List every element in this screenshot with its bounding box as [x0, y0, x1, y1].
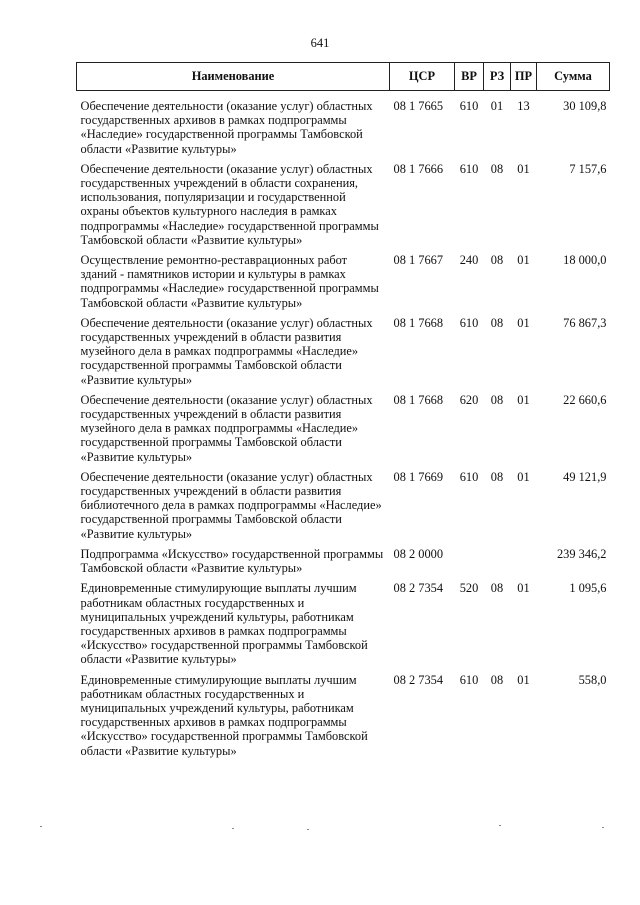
row-csr: 08 1 7665: [393, 99, 444, 113]
row-csr: 08 1 7668: [393, 315, 444, 330]
row-vr: [455, 547, 484, 581]
row-name: Обеспечение деятельности (оказание услуг) областных государственных учреждений в области развития библиотечного дела в рамках подпрограммы «Наследие» государственной программы Тамбовской области «Развитие культуры»: [80, 469, 382, 541]
row-pr: 01: [517, 161, 530, 176]
row-vr: 240: [459, 253, 479, 268]
scan-artifact: [499, 825, 501, 826]
row-name: Единовременные стимулирующие выплаты лучшим работникам областных государственных и муниципальных учреждений культуры, работникам государственных архивов в рамках подпрограммы «Искусство» государственной программы Тамбовской области «Развитие культуры»: [80, 581, 368, 667]
row-rz: 08: [490, 392, 504, 407]
scan-artifact: [602, 827, 604, 828]
row-csr: 08 2 0000: [393, 546, 444, 561]
row-pr: 01: [517, 392, 530, 407]
row-pr: 13: [517, 99, 530, 113]
row-amount: 558,0: [578, 672, 607, 687]
row-name: Обеспечение деятельности (оказание услуг) областных государственных архивов в рамках подпрограммы «Наследие» государственной программы Тамбовской области «Развитие культуры»: [80, 99, 373, 156]
table-row: [77, 162, 610, 253]
row-rz: 08: [490, 315, 504, 330]
row-pr: 01: [517, 315, 530, 330]
table-row: [77, 470, 610, 547]
table-header: [77, 63, 610, 91]
table-row: [77, 253, 610, 316]
table-body: [77, 91, 610, 764]
row-pr: 01: [517, 469, 530, 484]
row-amount: 22 660,6: [563, 392, 607, 407]
row-name: Осуществление ремонтно-реставрационных работ зданий - памятников истории и культуры в рамках подпрограммы «Наследие» государственной программы Тамбовской области «Развитие культуры»: [80, 253, 379, 310]
table-row: [77, 673, 610, 764]
row-pr: 01: [517, 253, 530, 268]
table-row: [77, 316, 610, 393]
scan-artifact: [40, 826, 42, 827]
page-number: 641: [310, 36, 330, 50]
row-amount: 7 157,6: [569, 161, 607, 176]
row-rz: 08: [490, 253, 504, 268]
row-csr: 08 1 7669: [393, 469, 444, 484]
row-csr: 08 1 7666: [393, 161, 444, 176]
scan-artifact: [232, 828, 234, 829]
row-amount: 239 346,2: [556, 546, 607, 561]
budget-table: [76, 62, 610, 764]
header-amount: Сумма: [537, 63, 610, 91]
row-pr: 01: [517, 581, 530, 596]
row-name: Подпрограмма «Искусство» государственной программы Тамбовской области «Развитие культуры»: [80, 546, 384, 576]
row-name: Обеспечение деятельности (оказание услуг) областных государственных учреждений в области сохранения, использования, популяризации и государственной охраны объектов культурного наследия в рамках подпрограммы «Наследие» государственной программы Тамбовской области «Развитие культуры»: [80, 161, 379, 247]
row-amount: 76 867,3: [563, 315, 607, 330]
row-vr: 610: [459, 161, 479, 176]
row-rz: 08: [490, 469, 504, 484]
row-vr: 610: [459, 315, 479, 330]
header-name: Наименование: [77, 63, 390, 91]
row-csr: 08 2 7354: [393, 672, 444, 687]
row-pr: [511, 547, 537, 581]
row-csr: 08 1 7668: [393, 392, 444, 407]
table-row: [77, 393, 610, 470]
row-amount: 30 109,8: [563, 99, 607, 113]
row-rz: 08: [490, 672, 504, 687]
header-vr: ВР: [455, 63, 484, 91]
row-csr: 08 1 7667: [393, 253, 444, 268]
table-row: [77, 581, 610, 672]
row-name: Обеспечение деятельности (оказание услуг) областных государственных учреждений в области развития музейного дела в рамках подпрограммы «Наследие» государственной программы Тамбовской области «Развитие культуры»: [80, 315, 373, 387]
row-vr: 610: [459, 469, 479, 484]
row-rz: 08: [490, 581, 504, 596]
row-csr: 08 2 7354: [393, 581, 444, 596]
header-pr: ПР: [511, 63, 537, 91]
scan-artifact: [307, 829, 309, 830]
row-amount: 1 095,6: [569, 581, 607, 596]
row-vr: 520: [459, 581, 479, 596]
row-vr: 610: [459, 99, 479, 113]
row-amount: 18 000,0: [563, 253, 607, 268]
table-row: [77, 547, 610, 581]
row-name: Обеспечение деятельности (оказание услуг) областных государственных учреждений в области развития музейного дела в рамках подпрограммы «Наследие» государственной программы Тамбовской области «Развитие культуры»: [80, 392, 373, 464]
row-vr: 620: [459, 392, 479, 407]
row-rz: 08: [490, 161, 504, 176]
table-row: [77, 91, 610, 162]
row-rz: [484, 547, 511, 581]
header-csr: ЦСР: [390, 63, 455, 91]
row-vr: 610: [459, 672, 479, 687]
row-rz: 01: [490, 99, 504, 113]
row-pr: 01: [517, 672, 530, 687]
header-rz: РЗ: [484, 63, 511, 91]
row-amount: 49 121,9: [563, 469, 607, 484]
row-name: Единовременные стимулирующие выплаты лучшим работникам областных государственных и муниципальных учреждений культуры, работникам государственных архивов в рамках подпрограммы «Искусство» государственной программы Тамбовской области «Развитие культуры»: [80, 672, 368, 758]
